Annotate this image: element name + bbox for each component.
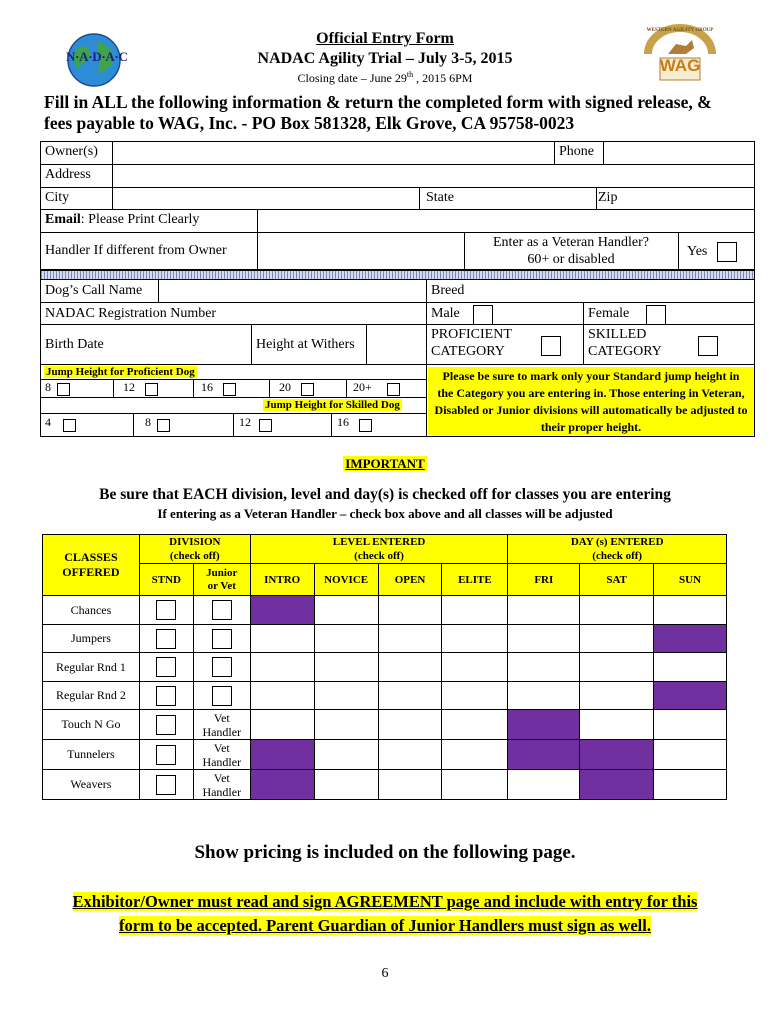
touchngo-open-cell[interactable]	[378, 710, 442, 740]
closing-date: Closing date – June 29th , 2015 6PM	[297, 70, 473, 85]
chances-fri-cell[interactable]	[508, 596, 580, 625]
jump-height-section	[40, 365, 755, 437]
tunnelers-elite-cell[interactable]	[442, 740, 508, 770]
dog-call-name-input[interactable]	[159, 280, 425, 302]
junior-vet-header: Junior or Vet	[193, 564, 250, 596]
skilled-height-16: 16	[337, 415, 349, 429]
chances-elite-cell[interactable]	[442, 596, 508, 625]
wag-logo-arc-text: WESTERN AGILITY GROUP	[646, 28, 714, 33]
handler-input[interactable]	[258, 233, 463, 269]
tunnelers-stnd-cell	[139, 740, 193, 770]
regular1-stnd-cell	[139, 653, 193, 682]
proficient-height-12-checkbox[interactable]	[145, 383, 158, 396]
chances-novice-cell[interactable]	[314, 596, 378, 625]
class-name-touch-n-go: Touch N Go	[43, 710, 140, 740]
tunnelers-fri-cell	[508, 740, 580, 770]
registration-label: NADAC Registration Number	[45, 306, 217, 321]
day-header: DAY (s) ENTERED (check off)	[508, 535, 727, 564]
jumpers-elite-cell[interactable]	[442, 625, 508, 653]
female-checkbox[interactable]	[646, 305, 666, 325]
regular1-junior-checkbox[interactable]	[212, 657, 232, 677]
veteran-yes-label: Yes	[687, 244, 708, 259]
touchngo-sat-cell[interactable]	[580, 710, 654, 740]
skilled-height-12: 12	[239, 415, 251, 429]
chances-intro-cell	[250, 596, 314, 625]
classes-offered-header: CLASSES OFFERED	[43, 535, 140, 596]
registration-input[interactable]	[241, 303, 425, 324]
tunnelers-sat-cell	[580, 740, 654, 770]
proficient-height-8-checkbox[interactable]	[57, 383, 70, 396]
jumpers-fri-cell[interactable]	[508, 625, 580, 653]
day-fri-header: FRI	[508, 564, 580, 596]
regular1-sun-cell[interactable]	[654, 653, 727, 682]
jumpers-sun-cell	[654, 625, 727, 653]
regular1-elite-cell[interactable]	[442, 653, 508, 682]
jumpers-stnd-cell	[139, 625, 193, 653]
important-headline: Be sure that EACH division, level and day(s) is checked off for classes you are entering	[99, 486, 671, 503]
weavers-intro-cell	[250, 770, 314, 800]
agreement-note: Exhibitor/Owner must read and sign AGREEMENT page and include with entry for this form to be accepted. Parent Guardian of Junior Handlers must sign as well.	[72, 892, 698, 935]
wag-logo-text: WAG	[659, 56, 701, 75]
regular1-stnd-checkbox[interactable]	[156, 657, 176, 677]
weavers-stnd-cell	[139, 770, 193, 800]
tunnelers-novice-cell[interactable]	[314, 740, 378, 770]
jumpers-sat-cell[interactable]	[580, 625, 654, 653]
weavers-vet-handler-cell: Vet Handler	[193, 770, 250, 800]
skilled-height-12-checkbox[interactable]	[259, 419, 272, 432]
nadac-logo-text: N·A·D·A·C	[66, 49, 128, 64]
class-name-tunnelers: Tunnelers	[43, 740, 140, 770]
dog-call-name-label: Dog’s Call Name	[45, 283, 143, 298]
breed-input[interactable]	[481, 280, 753, 302]
jumpers-junior-cell	[193, 625, 250, 653]
height-label: Height at Withers	[256, 337, 355, 352]
dog-section	[40, 280, 755, 365]
proficient-height-20: 20	[279, 380, 291, 394]
class-name-weavers: Weavers	[43, 770, 140, 800]
regular2-elite-cell[interactable]	[442, 682, 508, 710]
class-name-jumpers: Jumpers	[43, 625, 140, 653]
regular1-intro-cell[interactable]	[250, 653, 314, 682]
jump-height-note: Please be sure to mark only your Standard jump height in the Category you are entering in. Those entering in Veteran, Disabled or Junior divisions will automatically be adjusted to their proper height.	[428, 367, 754, 435]
regular1-junior-cell	[193, 653, 250, 682]
jumpers-open-cell[interactable]	[378, 625, 442, 653]
proficient-height-20plus-checkbox[interactable]	[387, 383, 400, 396]
height-input[interactable]	[367, 325, 425, 365]
weavers-open-cell[interactable]	[378, 770, 442, 800]
regular2-intro-cell[interactable]	[250, 682, 314, 710]
day-sun-header: SUN	[654, 564, 727, 596]
touchngo-stnd-cell	[139, 710, 193, 740]
skilled-height-4: 4	[45, 415, 51, 429]
chances-junior-cell	[193, 596, 250, 625]
regular2-junior-checkbox[interactable]	[212, 686, 232, 706]
regular2-junior-cell	[193, 682, 250, 710]
female-label: Female	[588, 306, 630, 321]
level-elite-header: ELITE	[442, 564, 508, 596]
class-name-regular-rnd-1: Regular Rnd 1	[43, 653, 140, 682]
jumpers-novice-cell[interactable]	[314, 625, 378, 653]
regular2-stnd-checkbox[interactable]	[156, 686, 176, 706]
male-checkbox[interactable]	[473, 305, 493, 325]
regular2-sun-cell	[654, 682, 727, 710]
zip-label: Zip	[598, 190, 618, 205]
classes-table	[42, 534, 727, 800]
state-label: State	[426, 190, 454, 205]
email-label: Email: Please Print Clearly	[45, 212, 200, 227]
touchngo-elite-cell[interactable]	[442, 710, 508, 740]
proficient-height-16-checkbox[interactable]	[223, 383, 236, 396]
division-header: DIVISION (check off)	[139, 535, 250, 564]
level-open-header: OPEN	[378, 564, 442, 596]
regular2-sat-cell[interactable]	[580, 682, 654, 710]
proficient-category-checkbox[interactable]	[541, 336, 561, 356]
jumpers-junior-checkbox[interactable]	[212, 629, 232, 649]
touchngo-sun-cell[interactable]	[654, 710, 727, 740]
weavers-sun-cell[interactable]	[654, 770, 727, 800]
skilled-jump-title: Jump Height for Skilled Dog	[265, 399, 400, 411]
proficient-height-8: 8	[45, 380, 51, 394]
chances-junior-checkbox[interactable]	[212, 600, 232, 620]
jumpers-stnd-checkbox[interactable]	[156, 629, 176, 649]
day-sat-header: SAT	[580, 564, 654, 596]
chances-open-cell[interactable]	[378, 596, 442, 625]
owner-label: Owner(s)	[45, 144, 98, 159]
address-label: Address	[45, 167, 91, 182]
skilled-height-4-checkbox[interactable]	[63, 419, 76, 432]
birth-date-label: Birth Date	[45, 337, 104, 352]
regular1-fri-cell[interactable]	[508, 653, 580, 682]
regular1-open-cell[interactable]	[378, 653, 442, 682]
chances-sun-cell[interactable]	[654, 596, 727, 625]
proficient-height-12: 12	[123, 380, 135, 394]
trial-subtitle: NADAC Agility Trial – July 3-5, 2015	[257, 50, 513, 67]
handler-label: Handler If different from Owner	[45, 243, 227, 258]
weavers-novice-cell[interactable]	[314, 770, 378, 800]
proficient-height-16: 16	[201, 380, 213, 394]
level-novice-header: NOVICE	[314, 564, 378, 596]
proficient-jump-title: Jump Height for Proficient Dog	[46, 366, 195, 378]
tunnelers-intro-cell	[250, 740, 314, 770]
class-name-chances: Chances	[43, 596, 140, 625]
chances-sat-cell[interactable]	[580, 596, 654, 625]
proficient-category-label: PROFICIENT CATEGORY	[431, 327, 512, 359]
tunnelers-open-cell[interactable]	[378, 740, 442, 770]
level-header: LEVEL ENTERED (check off)	[250, 535, 508, 564]
touchngo-intro-cell[interactable]	[250, 710, 314, 740]
chances-stnd-checkbox[interactable]	[156, 600, 176, 620]
instructions-line2: fees payable to WAG, Inc. - PO Box 581328, Elk Grove, CA 95758-0023	[44, 113, 575, 133]
regular2-novice-cell[interactable]	[314, 682, 378, 710]
class-name-regular-rnd-2: Regular Rnd 2	[43, 682, 140, 710]
skilled-height-8: 8	[145, 415, 151, 429]
touchngo-fri-cell	[508, 710, 580, 740]
email-input[interactable]	[258, 210, 753, 232]
city-input[interactable]	[113, 188, 418, 209]
touchngo-novice-cell[interactable]	[314, 710, 378, 740]
touchngo-stnd-checkbox[interactable]	[156, 715, 176, 735]
proficient-height-20plus: 20+	[353, 380, 372, 394]
section-divider	[40, 270, 755, 280]
owner-section	[40, 141, 755, 270]
regular1-sat-cell[interactable]	[580, 653, 654, 682]
proficient-height-20-checkbox[interactable]	[301, 383, 314, 396]
pricing-note: Show pricing is included on the following page.	[194, 842, 576, 863]
veteran-yes-checkbox[interactable]	[717, 242, 737, 262]
address-input[interactable]	[113, 165, 753, 187]
chances-stnd-cell	[139, 596, 193, 625]
skilled-height-16-checkbox[interactable]	[359, 419, 372, 432]
male-label: Male	[431, 306, 460, 321]
level-intro-header: INTRO	[250, 564, 314, 596]
phone-label: Phone	[559, 144, 594, 159]
skilled-category-label: SKILLED CATEGORY	[588, 327, 662, 359]
breed-label: Breed	[431, 283, 465, 298]
touchngo-vet-handler-cell: Vet Handler	[193, 710, 250, 740]
important-subline: If entering as a Veteran Handler – check box above and all classes will be adjusted	[157, 506, 613, 521]
birth-date-input[interactable]	[141, 325, 250, 365]
regular2-fri-cell[interactable]	[508, 682, 580, 710]
instructions-line1: Fill in ALL the following information & return the completed form with signed release, &	[44, 92, 712, 112]
tunnelers-sun-cell[interactable]	[654, 740, 727, 770]
weavers-sat-cell	[580, 770, 654, 800]
skilled-category-checkbox[interactable]	[698, 336, 718, 356]
phone-input[interactable]	[604, 142, 754, 164]
weavers-fri-cell[interactable]	[508, 770, 580, 800]
stnd-header: STND	[139, 564, 193, 596]
important-label: IMPORTANT	[345, 456, 425, 471]
tunnelers-vet-handler-cell: Vet Handler	[193, 740, 250, 770]
important-label-wrap	[0, 455, 770, 473]
page-number: 6	[381, 966, 389, 981]
veteran-question: Enter as a Veteran Handler? 60+ or disabled	[493, 235, 649, 267]
form-title: Official Entry Form	[316, 30, 454, 47]
skilled-height-8-checkbox[interactable]	[157, 419, 170, 432]
city-label: City	[45, 190, 70, 205]
weavers-elite-cell[interactable]	[442, 770, 508, 800]
regular1-novice-cell[interactable]	[314, 653, 378, 682]
weavers-stnd-checkbox[interactable]	[156, 775, 176, 795]
regular2-stnd-cell	[139, 682, 193, 710]
regular2-open-cell[interactable]	[378, 682, 442, 710]
tunnelers-stnd-checkbox[interactable]	[156, 745, 176, 765]
owner-input[interactable]	[113, 142, 553, 164]
jumpers-intro-cell[interactable]	[250, 625, 314, 653]
